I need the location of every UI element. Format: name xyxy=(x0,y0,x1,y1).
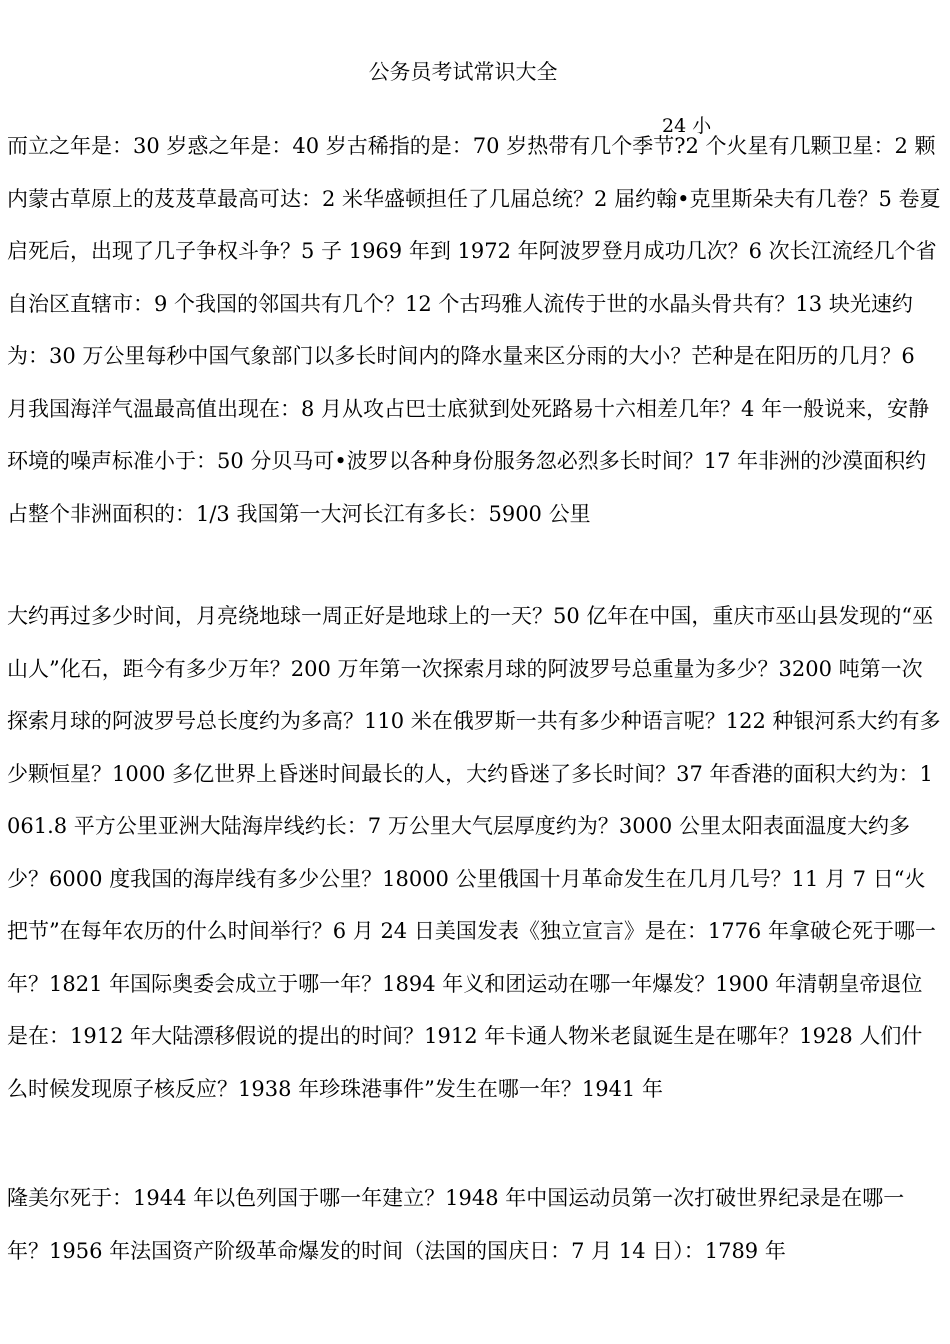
document-title: 公务员考试常识大全 xyxy=(368,60,558,84)
paragraph-2: 大约再过多少时间，月亮绕地球一周正好是地球上的一天？50 亿年在中国，重庆市巫山县发现的“巫山人”化石，距今有多少万年？200 万年第一次探索月球的阿波罗号总重量为多少？3200 吨第一次探索月球的阿波罗号总长度约为多高？110 米在俄罗斯一共有多少种语言呢？122 种银河系大约有多少颗恒星？1000 多亿世界上昏迷时间最长的人，大约昏迷了多长时间？37 年香港的面积大约为：1061.8 平方公里亚洲大陆海岸线约长：7 万公里大气层厚度约为？3000 公里太阳表面温度大约多少？6000 度我国的海岸线有多少公里？18000 公里俄国十月革命发生在几月几号？11 月 7 日“火把节”在每年农历的什么时间举行？6 月 24 日美国发表《独立宣言》是在：1776 年拿破仑死于哪一年？1821 年国际奥委会成立于哪一年？1894 年义和团运动在哪一年爆发？1900 年清朝皇帝退位是在：1912 年大陆漂移假说的提出的时间？1912 年卡通人物米老鼠诞生是在哪年？1928 人们什么时候发现原子核反应？1938 年珍珠港事件”发生在哪一年？1941 年 xyxy=(7,604,941,1101)
paragraph-1: 而立之年是：30 岁惑之年是：40 岁古稀指的是：70 岁热带有几个季节?2 个火星有几颗卫星：2 颗内蒙古草原上的芨芨草最高可达：2 米华盛顿担任了几届总统？2 届约翰•克里斯朵夫有几卷？5 卷夏启死后，出现了几子争权斗争？5 子 1969 年到 1972 年阿波罗登月成功几次？6 次长江流经几个省自治区直辖市：9 个我国的邻国共有几个？12 个古玛雅人流传于世的水晶头骨共有？13 块光速约为：30 万公里每秒中国气象部门以多长时间内的降水量来区分雨的大小？芒种是在阳历的几月？6 月我国海洋气温最高值出现在：8 月从攻占巴士底狱到处死路易十六相差几年？4 年一般说来，安静环境的噪声标准小于：50 分贝马可•波罗以各种身份服务忽必烈多长时间？17 年非洲的沙漠面积约占整个非洲面积的：1/3 我国第一大河长江有多长：5900 公里 xyxy=(7,134,941,526)
overlapping-text-fragment: 24 小 xyxy=(662,115,712,137)
paragraph-3: 隆美尔死于：1944 年以色列国于哪一年建立？1948 年中国运动员第一次打破世界纪录是在哪一年？1956 年法国资产阶级革命爆发的时间（法国的国庆日：7 月 14 日）：1789 年 xyxy=(7,1186,905,1263)
